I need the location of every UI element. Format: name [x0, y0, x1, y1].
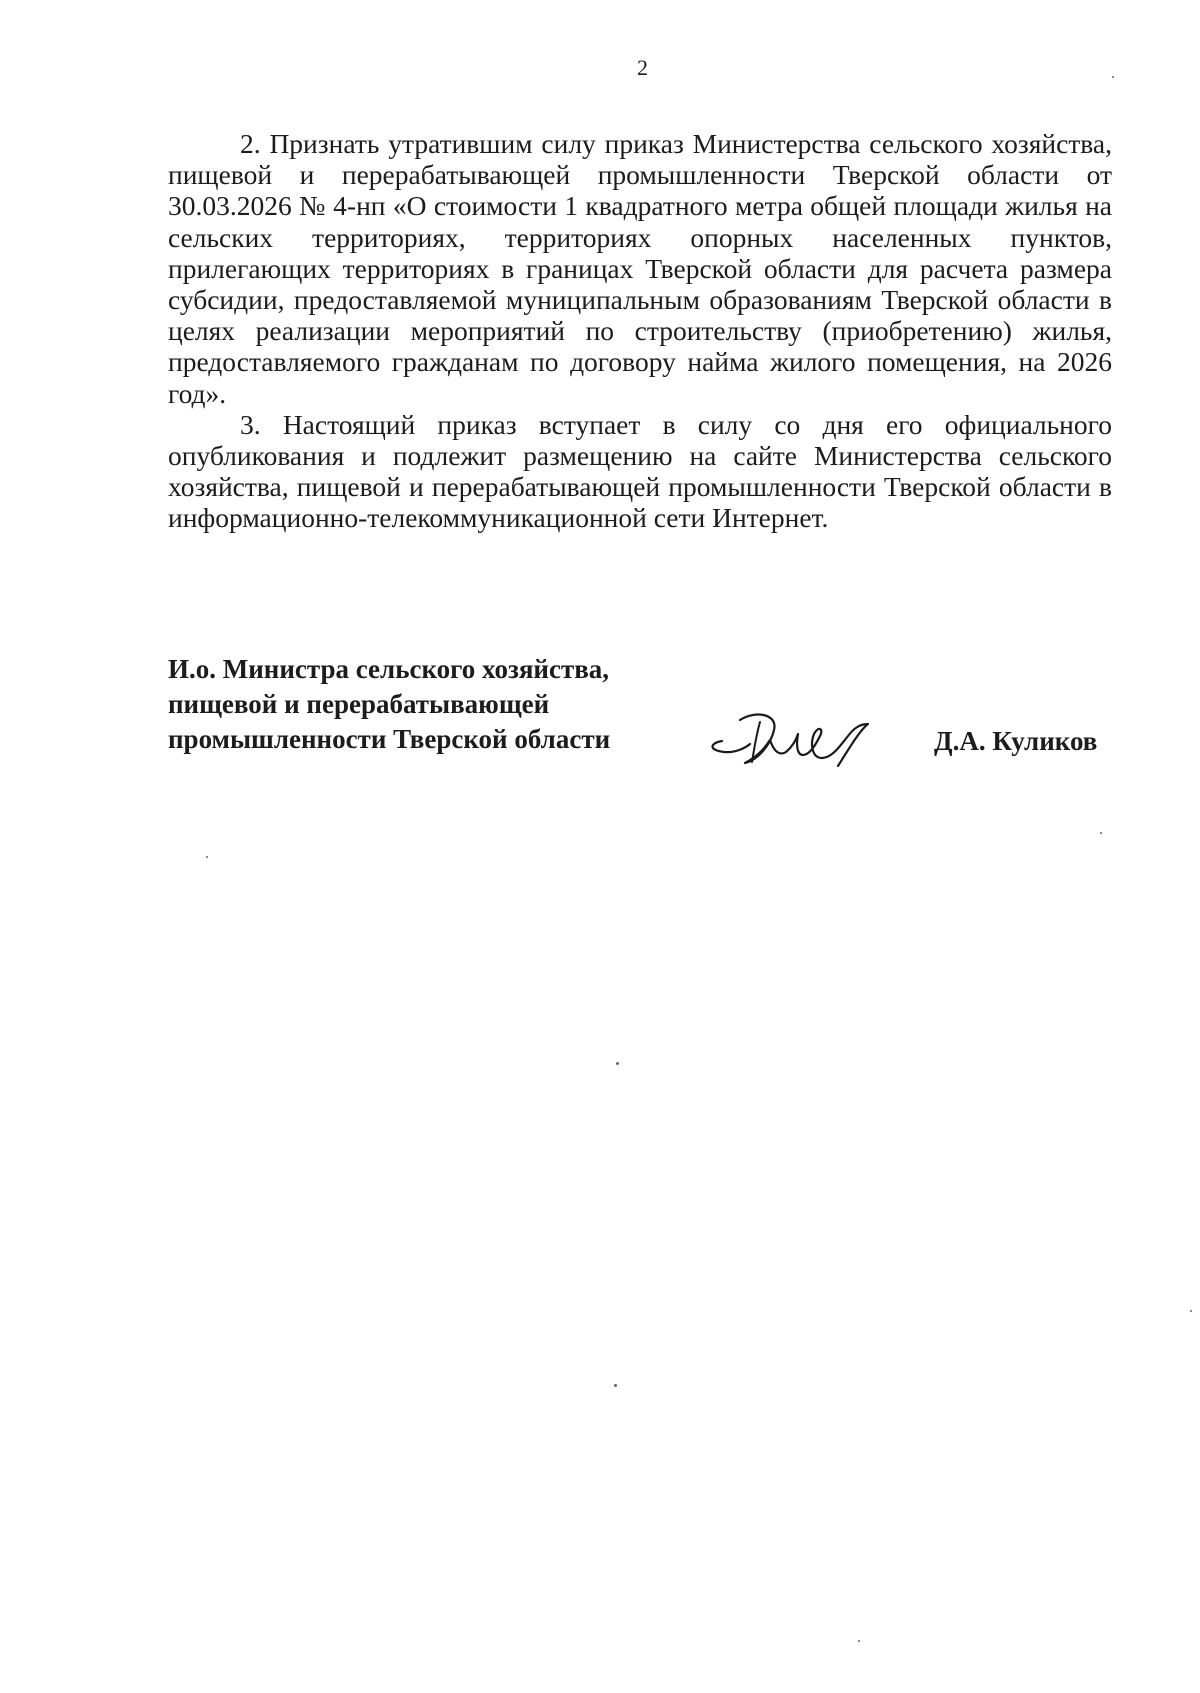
signatory-title	[168, 652, 610, 757]
signer-name: Д.А. Куликов	[934, 726, 1098, 756]
paragraph-2: 2. Признать утратившим силу приказ Министерства сельского хозяйства, пищевой и перерабатывающей промышленности Тверской области от 30.03.2026 № 4-нп «О стоимости 1 квадратного метра общей площади жилья на сельских территориях, территориях опорных населенных пунктов, прилегающих территориях в границах Тверской области для расчета размера субсидии, предоставляемой муниципальным образованиям Тверской области в целях реализации мероприятий по строительству (приобретению) жилья, предоставляемого гражданам по договору найма жилого помещения, на 2026 год».	[168, 128, 1112, 409]
page-number: 2	[637, 55, 648, 80]
document-body	[168, 128, 1112, 534]
signatory-title-line: И.о. Министра сельского хозяйства,	[168, 654, 610, 684]
handwritten-signature	[700, 700, 910, 790]
signatory-title-line: промышленности Тверской области	[168, 724, 611, 754]
signatory-title-line: пищевой и перерабатывающей	[168, 689, 550, 719]
paragraph-3: 3. Настоящий приказ вступает в силу со дня его официального опубликования и подлежит размещению на сайте Министерства сельского хозяйства, пищевой и перерабатывающей промышленности Тверской области в информационно-телекоммуникационной сети Интернет.	[168, 408, 1112, 534]
